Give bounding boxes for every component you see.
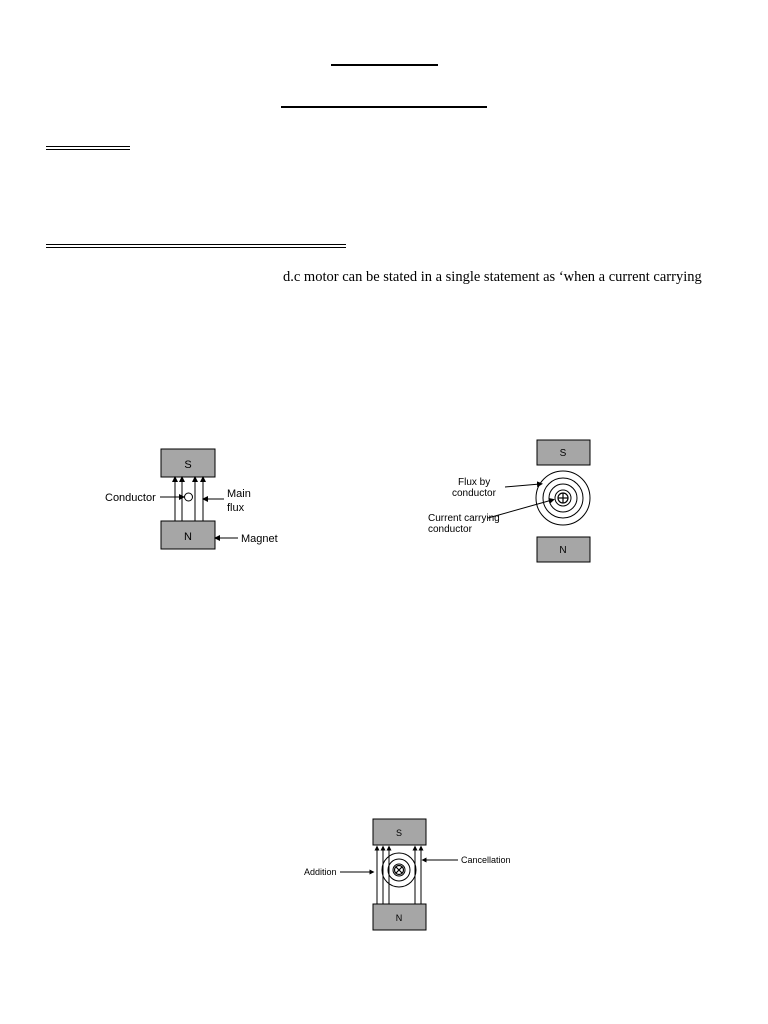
label-current-carrying: Current carrying [428, 513, 500, 524]
pole-label-s: S [395, 828, 403, 838]
pole-label-n: N [184, 531, 192, 543]
pole-label-n: N [395, 913, 403, 923]
pole-label-n: N [559, 545, 567, 556]
label-magnet: Magnet [241, 533, 278, 545]
label-conductor: Conductor [105, 492, 156, 504]
label-conductor-2: conductor [428, 524, 472, 535]
label-conductor-1: conductor [452, 488, 496, 499]
pole-label-s: S [184, 459, 192, 471]
label-flux-by: Flux by [458, 477, 491, 488]
body-text-line: d.c motor can be stated in a single statement as ‘when a current carrying [283, 269, 702, 285]
label-addition: Addition [304, 867, 337, 877]
label-cancellation: Cancellation [461, 855, 511, 865]
resultant-flux-lines [377, 848, 421, 904]
pole-label-s: S [559, 448, 567, 459]
label-main: Main [227, 488, 251, 500]
conductor-cross [395, 866, 404, 875]
label-flux: flux [227, 502, 245, 514]
